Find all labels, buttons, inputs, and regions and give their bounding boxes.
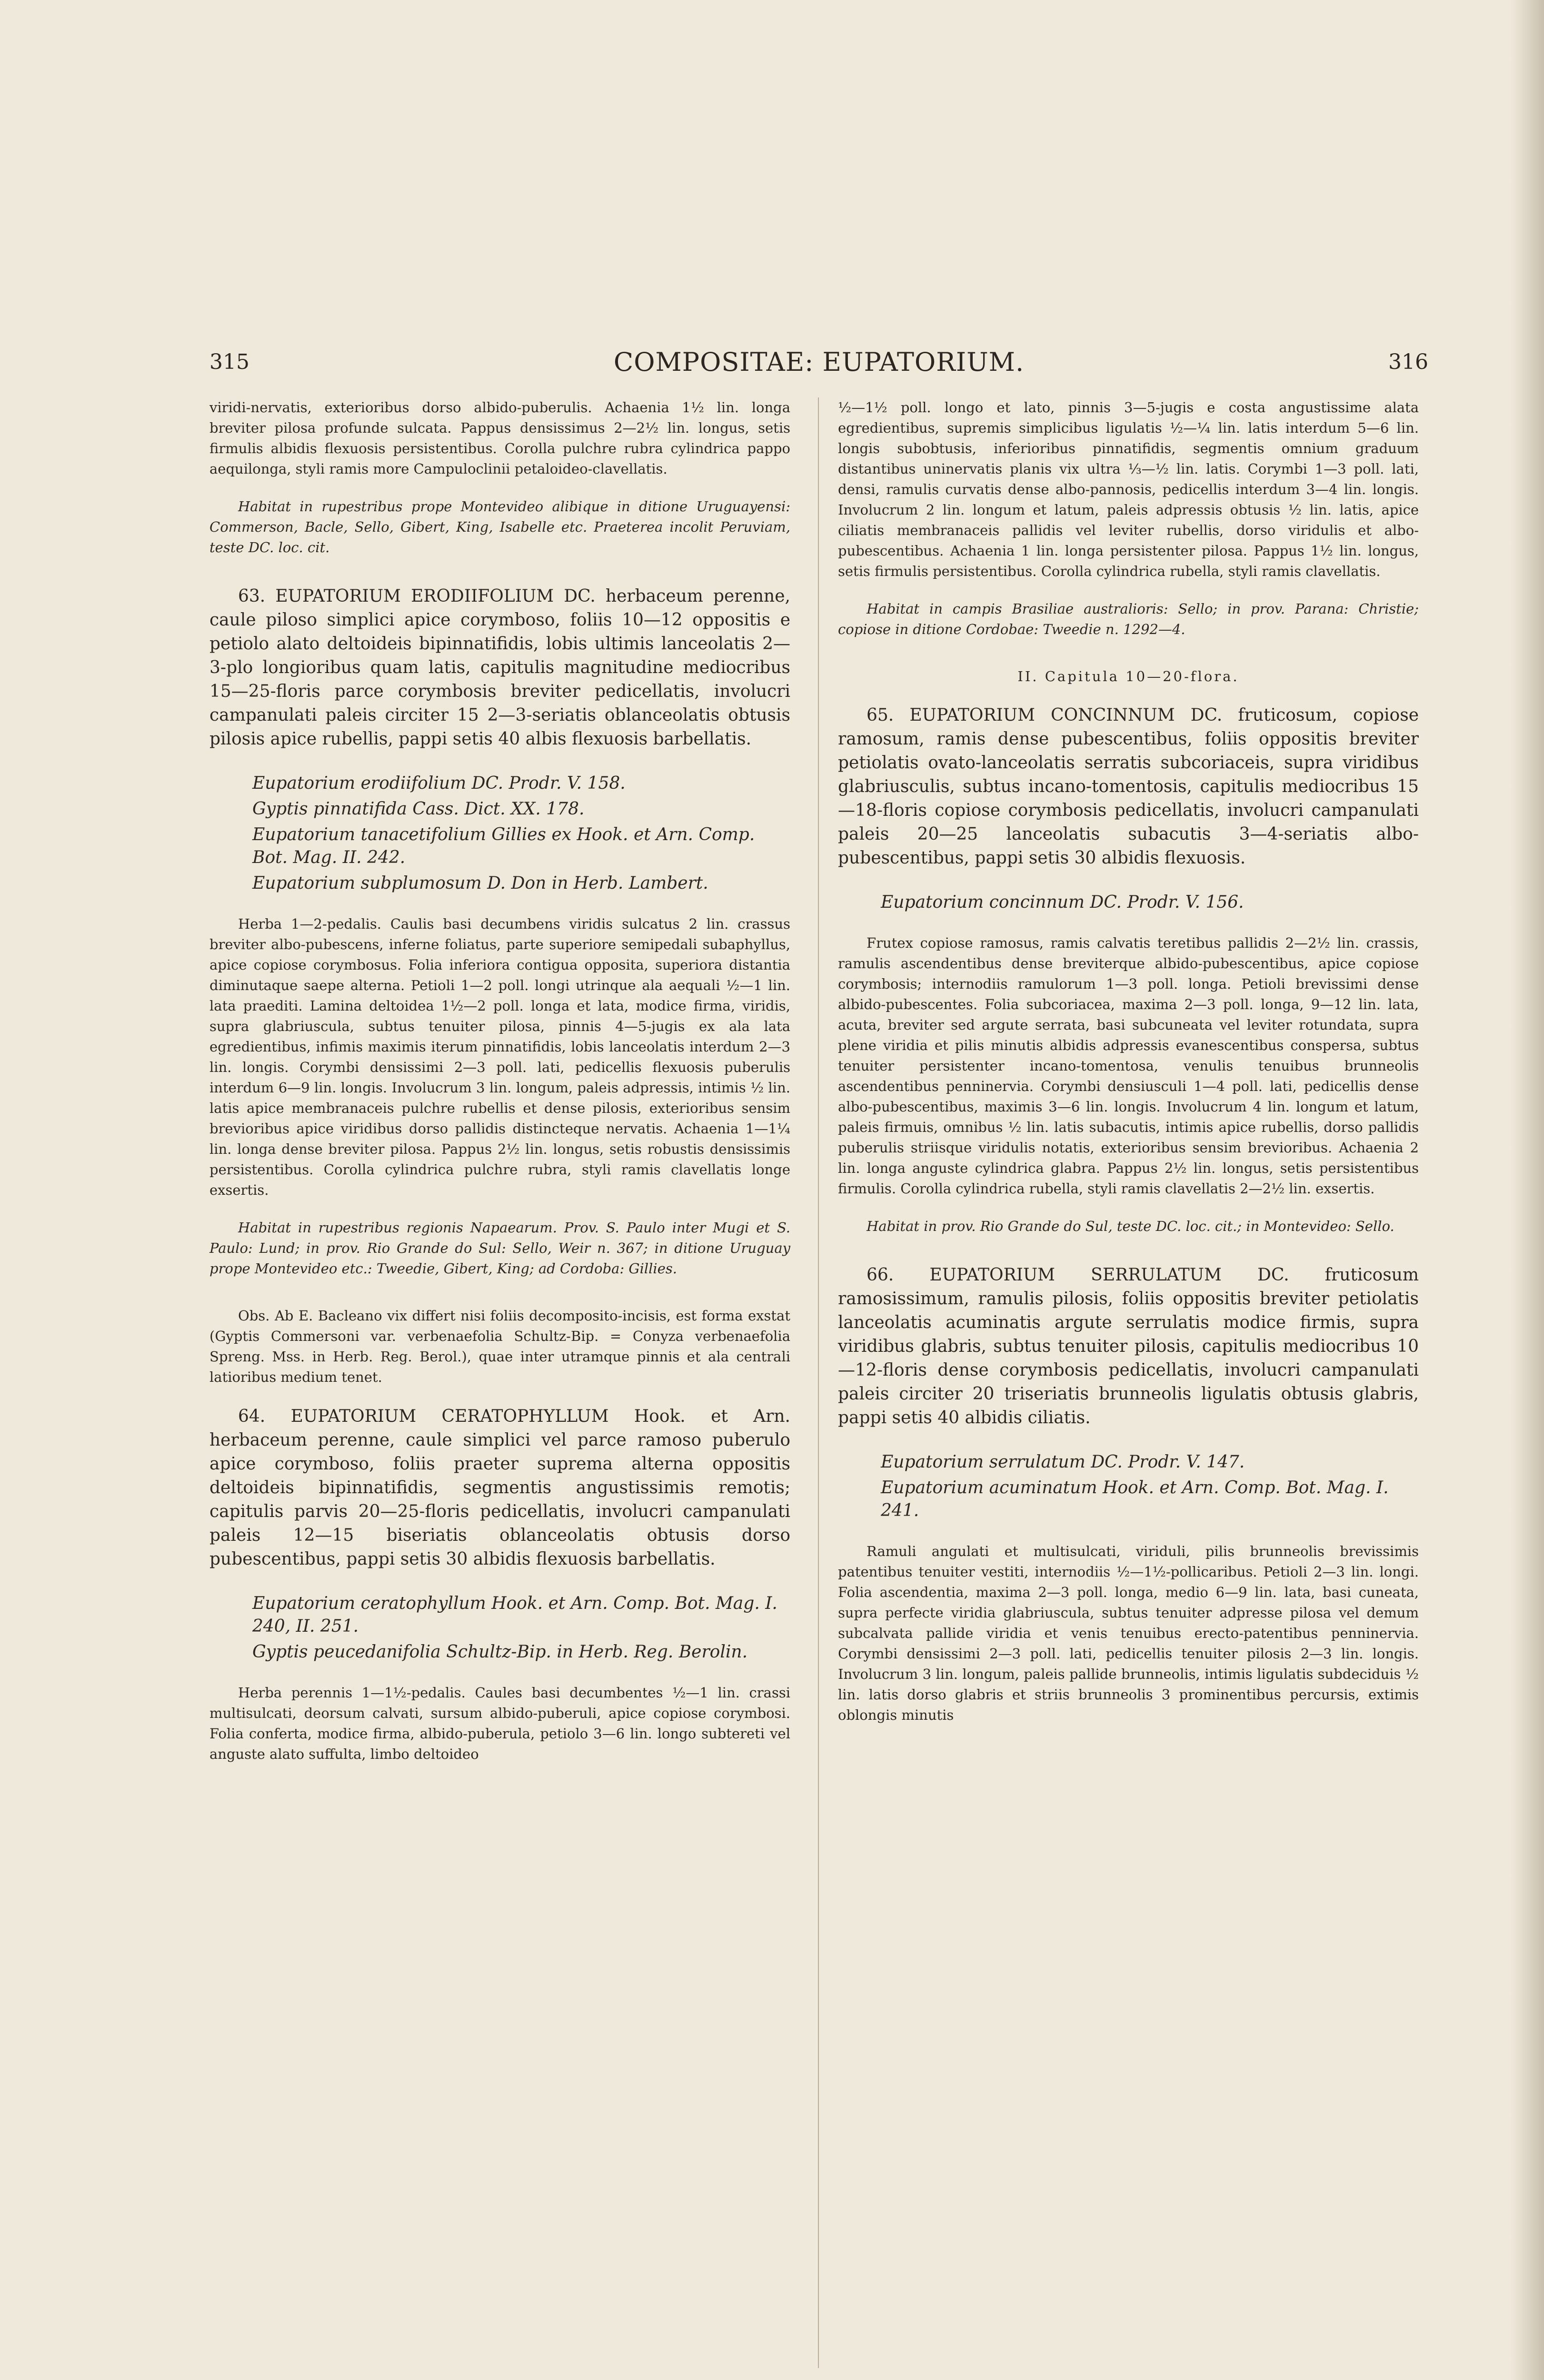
synonym: Eupatorium subplumosum D. Don in Herb. Lambert. bbox=[252, 873, 708, 893]
species-65-description: Frutex copiose ramosus, ramis calvatis teretibus pallidis 2—2½ lin. crassis, ramulis ascendentibus dense breviterque albido-pubescentibus, apice copiose corymbosis; internodiis ramulorum 1—3 poll. longa. Petioli brevissimi dense albido-pubescentes. Folia subcoriacea, maxima 2—3 poll. longa, 9—12 lin. lata, acuta, breviter sed argute serrata, basi subcuneata vel leviter rotundata, supra plene viridia et pilis minutis albidis adpressis evanescentibus conspersa, subtus tenuiter persistenter incano-tomentosa, venulis tenuibus brunneolis ascendentibus penninervia. Corymbi densiusculi 1—4 poll. lati, pedicellis dense albo-pubescentibus, maximis 3—6 lin. longis. Involucrum 4 lin. longum et latum, paleis firmuis, omnibus ½ lin. latis subacutis, intimis apice rubellis, dorso pallidis puberulis striisque viridulis notatis, exterioribus sensim brevioribus. Achaenia 2 lin. longa anguste cylindrica glabra. Pappus 2½ lin. longus, setis persistentibus firmulis. Corolla cylindrica rubella, styli ramis clavellatis 2—2½ lin. exsertis. bbox=[838, 935, 1419, 1197]
species-63-diagnosis: 63. EUPATORIUM ERODIIFOLIUM DC. herbaceum perenne, caule piloso simplici apice corymboso, foliis 10—12 oppositis e petiolo alato deltoideis bipinnatifidis, lobis ultimis lanceolatis 2—3-plo longioribus quam latis, capitulis magnitudine mediocribus 15—25-floris parce corymbosis breviter pedicellatis, involucri campanulati paleis circiter 15 2—3-seriatis oblanceolatis obtusis pilosis apice rubellis, pappi setis 40 albis flexuosis barbellatis. bbox=[209, 586, 790, 749]
description-continued: ½—1½ poll. longo et lato, pinnis 3—5-jugis e costa angustissime alata egredientibus, supremis simplicibus ligulatis ½—¼ lin. latis interdum 5—6 lin. longis subobtusis, inferioribus pinnatifidis, segmentis omnium graduum distantibus uninervatis planis vix ultra ⅓—½ lin. latis. Corymbi 1—3 poll. lati, densi, ramulis curvatis dense albo-pannosis, pedicellis interdum 3—4 lin. longis. Involucrum 2 lin. longum et latum, paleis adpressis obtusis ½ lin. latis, apice ciliatis membranaceis pallidis vel leviter rubellis, dorso viridulis et albo-pubescentibus. Achaenia 1 lin. longa persistenter pilosa. Pappus 1½ lin. longus, setis firmulis persistentibus. Corolla cylindrica rubella, styli ramis clavellatis. bbox=[838, 399, 1419, 579]
synonym: Gyptis pinnatifida Cass. Dict. XX. 178. bbox=[252, 799, 585, 819]
species-65-diagnosis: 65. EUPATORIUM CONCINNUM DC. fruticosum, copiose ramosum, ramis dense pubescentibus, foliis oppositis breviter petiolatis ovato-lanceolatis serratis subcoriaceis, supra viridibus glabriusculis, subtus incano-tomentosis, capitulis mediocribus 15—18-floris copiose corymbosis pedicellatis, involucri campanulati paleis 20—25 lanceolatis subacutis 3—4-seriatis albo-pubescentibus, pappi setis 30 albidis flexuosis. bbox=[838, 705, 1419, 868]
observation-note: Obs. Ab E. Bacleano vix differt nisi foliis decomposito-incisis, est forma exstat (Gyptis Commersoni var. verbenaefolia Schultz-Bip. = Conyza verbenaefolia Spreng. Mss. in Herb. Reg. Berol.), quae inter utramque pinnis et ala centrali latioribus medium tenet. bbox=[209, 1308, 790, 1385]
species-66-diagnosis: 66. EUPATORIUM SERRULATUM DC. fruticosum ramosissimum, ramulis pilosis, foliis oppositis breviter petiolatis lanceolatis acuminatis argute serrulatis modice firmis, supra viridibus glabris, subtus tenuiter pilosis, capitulis mediocribus 10—12-floris dense corymbosis pedicellatis, involucri campanulati paleis circiter 20 triseriatis brunneolis ligulatis obtusis glabris, pappi setis 40 albidis ciliatis. bbox=[838, 1265, 1419, 1428]
running-title: COMPOSITAE: EUPATORIUM. bbox=[613, 347, 1025, 377]
synonyms-64 bbox=[209, 1592, 790, 1664]
synonyms-63 bbox=[209, 772, 790, 895]
left-column bbox=[209, 397, 790, 1782]
synonym: Gyptis peucedanifolia Schultz-Bip. in Herb. Reg. Berolin. bbox=[252, 1642, 748, 1662]
species-64-description: Herba perennis 1—1½-pedalis. Caules basi decumbentes ½—1 lin. crassi multisulcati, deorsum calvati, sursum albido-puberuli, apice copiose corymbosi. Folia conferta, modice firma, albido-puberula, petiolo 3—6 lin. longo subtereti vel anguste alato suffulta, limbo deltoideo bbox=[209, 1685, 790, 1762]
column-divider bbox=[818, 397, 819, 2368]
book-spine-shadow bbox=[1511, 0, 1544, 2380]
habitat-note: Habitat in campis Brasiliae australioris: Sello; in prov. Parana: Christie; copiose in ditione Cordobae: Tweedie n. 1292—4. bbox=[838, 601, 1419, 637]
page-number-right: 316 bbox=[1388, 350, 1428, 374]
synonym: Eupatorium concinnum DC. Prodr. V. 156. bbox=[881, 892, 1244, 912]
habitat-note: Habitat in rupestribus prope Montevideo alibique in ditione Uruguayensi: Commerson, Bacle, Sello, Gibert, King, Isabelle etc. Praeterea incolit Peruviam, teste DC. loc. cit. bbox=[209, 498, 790, 555]
section-heading: II. Capitula 10—20-flora. bbox=[1017, 668, 1239, 684]
synonym: Eupatorium ceratophyllum Hook. et Arn. Comp. Bot. Mag. I. 240, II. 251. bbox=[252, 1594, 777, 1636]
description-continued: viridi-nervatis, exterioribus dorso albido-puberulis. Achaenia 1½ lin. longa breviter pilosa profunde sulcata. Pappus densissimus 2—2½ lin. longus, setis firmulis albidis flexuosis persistentibus. Corolla pulchre rubra cylindrica pappo aequilonga, styli ramis more Campuloclinii petaloideo-clavellatis. bbox=[209, 399, 790, 477]
habitat-note: Habitat in rupestribus regionis Napaearum. Prov. S. Paulo inter Mugi et S. Paulo: Lund; in prov. Rio Grande do Sul: Sello, Weir n. 367; in ditione Uruguay prope Montevideo etc.: Tweedie, Gibert, King; ad Cordoba: Gillies. bbox=[209, 1220, 790, 1277]
page-number-left: 315 bbox=[209, 350, 249, 374]
species-63-description: Herba 1—2-pedalis. Caulis basi decumbens viridis sulcatus 2 lin. crassus breviter albo-pubescens, inferne foliatus, parte superiore semipedali subaphyllus, apice copiose corymbosus. Folia inferiora contigua opposita, superiora distantia diminutaque saepe alterna. Petioli 1—2 poll. longi utrinque ala aequali ½—1 lin. lata praediti. Lamina deltoidea 1½—2 poll. longa et lata, modice firma, viridis, supra glabriuscula, subtus tenuiter pilosa, pinnis 4—5-jugis ex ala lata egredientibus, infimis maximis iterum pinnatifidis, lobis lanceolatis interdum 2—3 lin. longis. Corymbi densissimi 2—3 poll. lati, pedicellis flexuosis puberulis interdum 6—9 lin. longis. Involucrum 3 lin. longum, paleis adpressis, intimis ½ lin. latis apice membranaceis pulchre rubellis et dense pilosis, exterioribus sensim brevioribus apice viridibus dorso pallidis distincteque nervatis. Achaenia 1—1¼ lin. longa dense breviter pilosa. Pappus 2½ lin. longus, setis robustis densissimis persistentibus. Corolla cylindrica pulchre rubra, styli ramis clavellatis longe exsertis. bbox=[209, 916, 790, 1198]
species-64-diagnosis: 64. EUPATORIUM CERATOPHYLLUM Hook. et Arn. herbaceum perenne, caule simplici vel parce ramoso puberulo apice corymboso, foliis praeter suprema alterna oppositis deltoideis bipinnatifidis, segmentis angustissimis remotis; capitulis parvis 20—25-floris pedicellatis, involucri campanulati paleis 12—15 biseriatis oblanceolatis obtusis dorso pubescentibus, pappi setis 30 albidis flexuosis barbellatis. bbox=[209, 1407, 790, 1569]
synonym: Eupatorium acuminatum Hook. et Arn. Comp. Bot. Mag. I. 241. bbox=[881, 1478, 1389, 1520]
synonym: Eupatorium tanacetifolium Gillies ex Hook. et Arn. Comp. Bot. Mag. II. 242. bbox=[252, 825, 755, 867]
synonyms-66 bbox=[838, 1451, 1419, 1522]
synonym: Eupatorium serrulatum DC. Prodr. V. 147. bbox=[881, 1452, 1245, 1472]
synonyms-65 bbox=[838, 891, 1419, 914]
habitat-note: Habitat in prov. Rio Grande do Sul, teste DC. loc. cit.; in Montevideo: Sello. bbox=[867, 1218, 1395, 1234]
right-column bbox=[838, 397, 1419, 1743]
synonym: Eupatorium erodiifolium DC. Prodr. V. 158. bbox=[252, 774, 626, 793]
species-66-description: Ramuli angulati et multisulcati, viriduli, pilis brunneolis brevissimis patentibus tenuiter vestiti, internodiis ½—1½-pollicaribus. Petioli 2—3 lin. longi. Folia ascendentia, maxima 2—3 poll. longa, medio 6—9 lin. lata, basi cuneata, supra perfecte viridia glabriuscula, subtus tenuiter adpresse pilosa vel demum subcalvata pallide viridia et venis tenuibus erecto-patentibus penninervia. Corymbi densissimi 2—3 poll. lati, pedicellis tenuiter pilosis 2—3 lin. longis. Involucrum 3 lin. longum, paleis pallide brunneolis, intimis ligulatis subdeciduis ½ lin. latis dorso glabris et striis brunneolis 3 prominentibus percursis, extimis oblongis minutis bbox=[838, 1543, 1419, 1723]
running-header bbox=[209, 347, 1428, 383]
